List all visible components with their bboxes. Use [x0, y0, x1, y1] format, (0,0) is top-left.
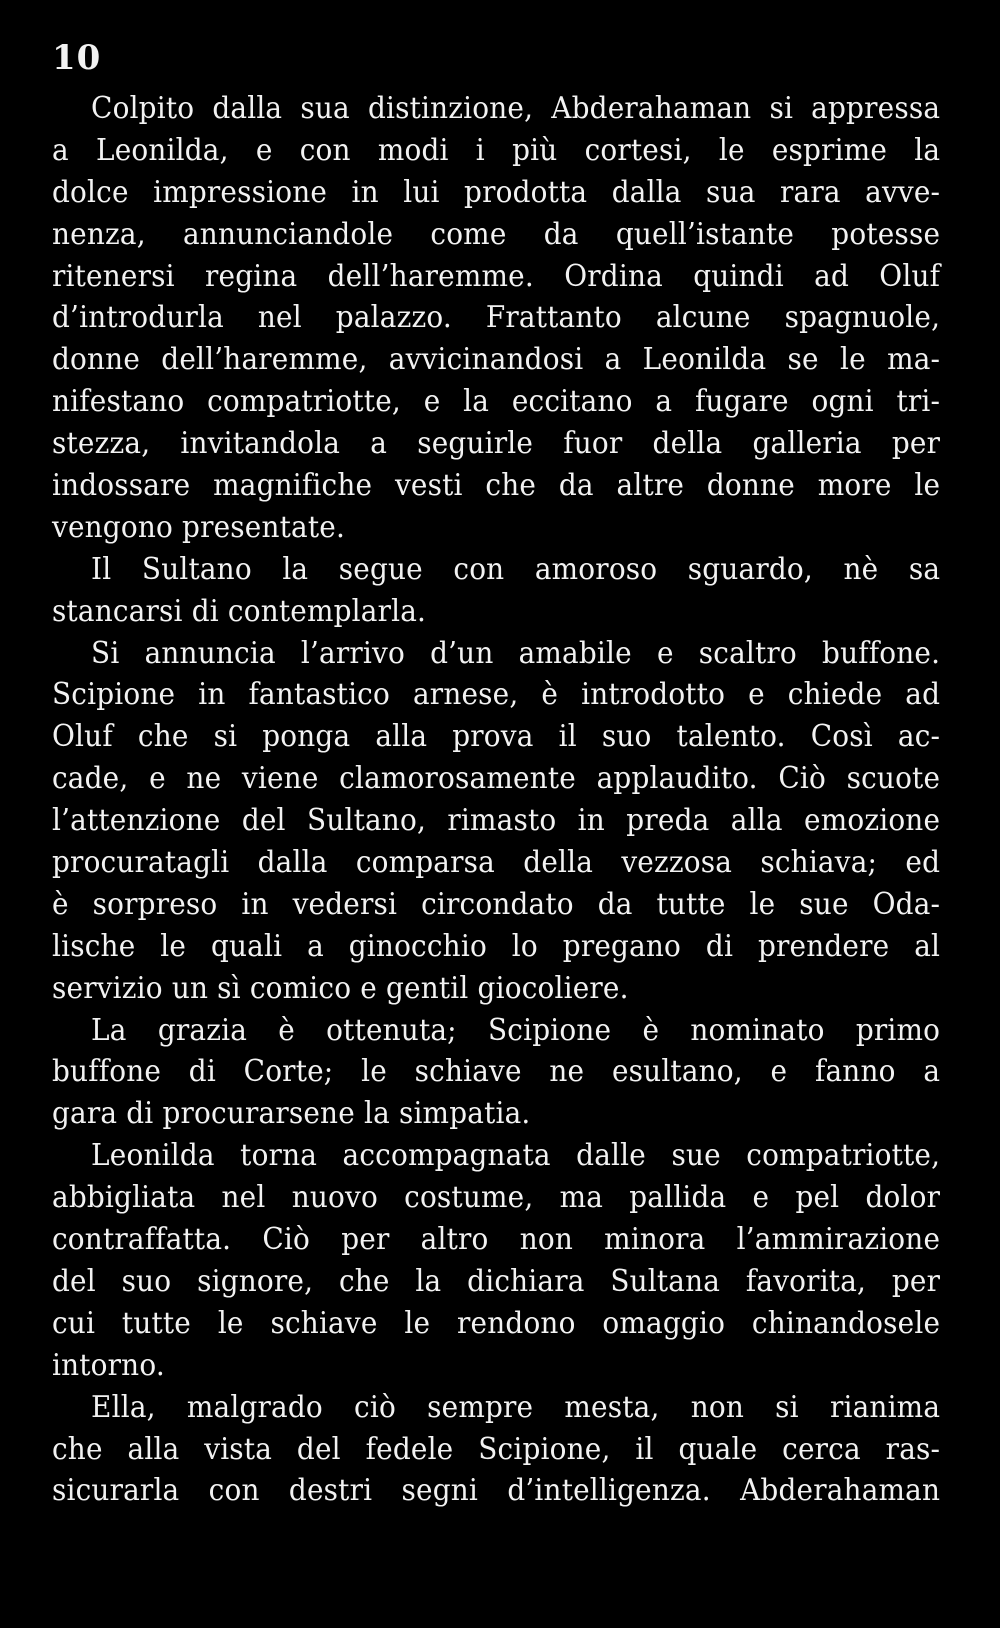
text-line: del suo signore, che la dichiara Sultana favorita, per: [52, 1263, 941, 1299]
text-line: a Leonilda, e con modi i più cortesi, le esprime la: [52, 132, 941, 168]
text-line: cui tutte le schiave le rendono omaggio chinandosele: [52, 1305, 941, 1341]
paragraph-first-line: Si annuncia l’arrivo d’un amabile e scaltro buffone.: [91, 635, 941, 671]
text-line: procuratagli dalla comparsa della vezzosa schiava; ed: [52, 845, 941, 881]
text-line: stancarsi di contemplarla.: [52, 593, 427, 629]
text-line: indossare magnifiche vesti che da altre donne more le: [52, 468, 941, 504]
paragraph-first-line: Il Sultano la segue con amoroso sguardo, nè sa: [91, 551, 941, 587]
text-line: è sorpreso in vedersi circondato da tutte le sue Oda-: [52, 886, 941, 922]
paragraph-first-line: La grazia è ottenuta; Scipione è nominato primo: [91, 1012, 941, 1048]
text-line: d’introdurla nel palazzo. Frattanto alcune spagnuole,: [52, 300, 941, 336]
text-line: stezza, invitandola a seguirle fuor della galleria per: [52, 426, 941, 462]
text-line: donne dell’haremme, avvicinandosi a Leonilda se le ma-: [52, 342, 941, 378]
body-text: [52, 88, 940, 1512]
text-line: lische le quali a ginocchio lo pregano di prendere al: [52, 928, 941, 964]
page-number: 10: [52, 38, 102, 78]
text-line: gara di procurarsene la simpatia.: [52, 1096, 531, 1132]
paragraph-first-line: Leonilda torna accompagnata dalle sue compatriotte,: [91, 1138, 941, 1174]
text-line: ritenersi regina dell’haremme. Ordina quindi ad Oluf: [52, 258, 941, 294]
text-line: nifestano compatriotte, e la eccitano a fugare ogni tri-: [52, 384, 941, 420]
text-line: Scipione in fantastico arnese, è introdotto e chiede ad: [52, 677, 941, 713]
text-line: dolce impressione in lui prodotta dalla sua rara avve-: [52, 174, 941, 210]
text-line: abbigliata nel nuovo costume, ma pallida e pel dolor: [52, 1180, 941, 1216]
text-line: che alla vista del fedele Scipione, il quale cerca ras-: [52, 1431, 941, 1467]
text-line: vengono presentate.: [52, 509, 346, 545]
paragraph-first-line: Ella, malgrado ciò sempre mesta, non si rianima: [91, 1389, 941, 1425]
text-line: intorno.: [52, 1347, 165, 1383]
text-line: Oluf che si ponga alla prova il suo talento. Così ac-: [52, 719, 941, 755]
text-line: sicurarla con destri segni d’intelligenza. Abderahaman: [52, 1473, 941, 1509]
text-line: l’attenzione del Sultano, rimasto in preda alla emozione: [52, 803, 941, 839]
text-line: nenza, annunciandole come da quell’istante potesse: [52, 216, 941, 252]
paragraph-first-line: Colpito dalla sua distinzione, Abderahaman si appressa: [91, 91, 941, 126]
text-line: cade, e ne viene clamorosamente applaudito. Ciò scuote: [52, 761, 941, 797]
text-line: servizio un sì comico e gentil giocoliere.: [52, 970, 629, 1006]
text-line: contraffatta. Ciò per altro non minora l’ammirazione: [52, 1222, 941, 1258]
text-line: buffone di Corte; le schiave ne esultano, e fanno a: [52, 1054, 941, 1090]
